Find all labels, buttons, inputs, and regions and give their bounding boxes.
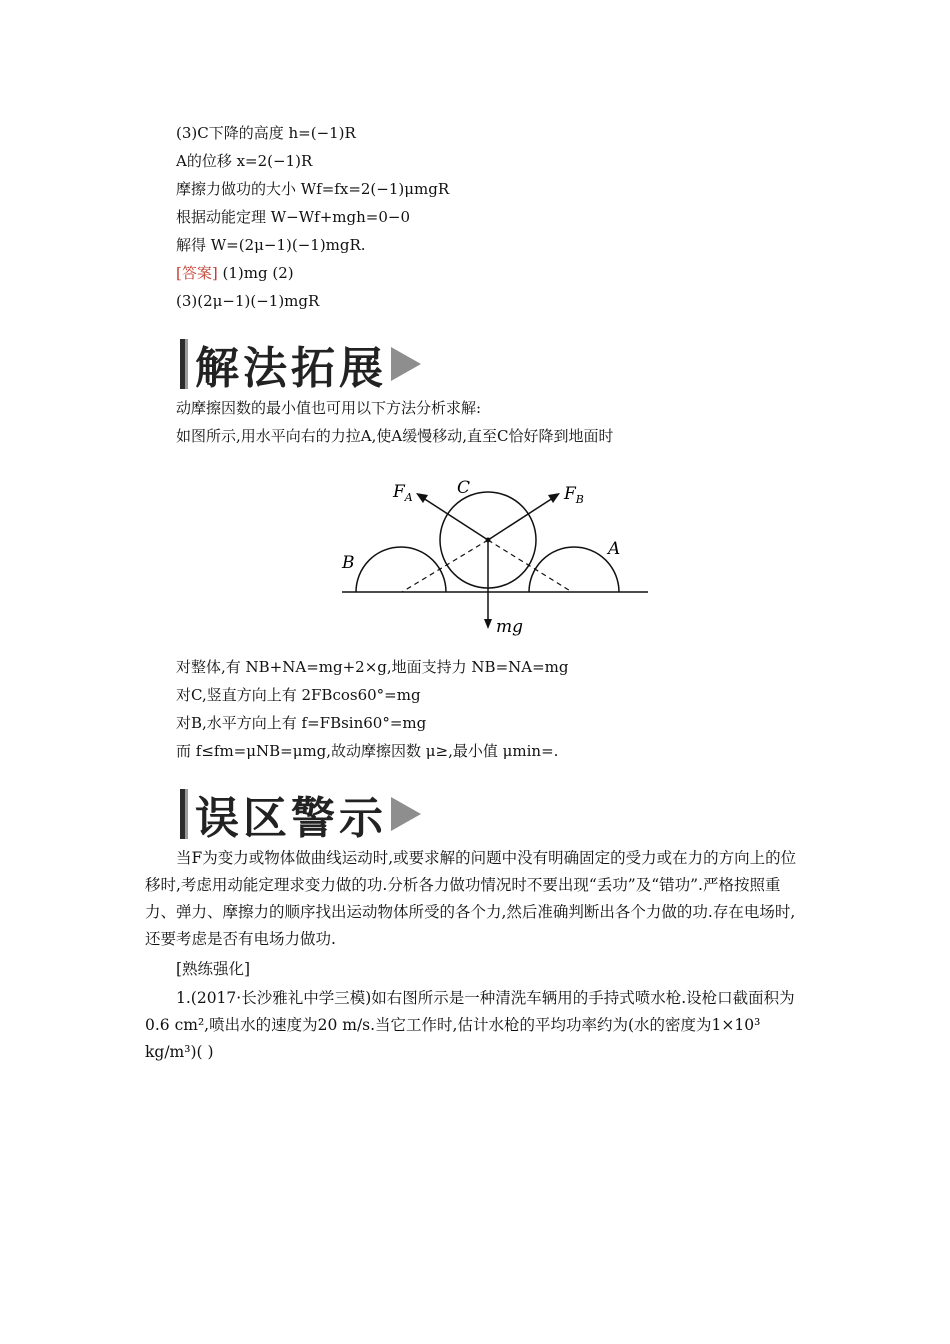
circle-a [529,547,619,592]
section-heading-2 [180,788,421,844]
arrowhead-fa [416,493,428,503]
solution-line: 摩擦力做功的大小 Wf=fx=2(−1)μmgR [176,180,450,198]
analysis-line: 对整体,有 NB+NA=mg+2×g,地面支持力 NB=NA=mg [176,658,569,676]
solution-line: 根据动能定理 W−Wf+mgh=0−0 [176,208,411,226]
force-arrow-fa [420,496,488,540]
arrowhead-fb [548,493,560,503]
practice-label: [熟练强化] [176,960,251,978]
force-diagram [330,470,660,640]
solution-line: (3)C下降的高度 h=(−1)R [176,124,356,142]
arrow-icon [391,347,421,381]
label-b: B [342,553,355,573]
warning-paragraph: 当F为变力或物体做曲线运动时,或要求解的问题中没有明确固定的受力或在力的方向上的位移时,考虑用动能定理求变力做的功.分析各力做功情况时不要出现“丢功”及“错功”.严格按照重力、弹力、摩擦力的顺序找出运动物体所受的各个力,然后准确判断出各个力做的功.存在电场时,还要考虑是否有电场力做功. [145,849,797,948]
label-a: A [608,539,621,559]
arrow-icon [391,797,421,831]
answer-tag: [答案] [176,264,218,282]
heading-title: 误区警示 [195,793,387,844]
label-mg: mg [496,617,524,637]
practice-question: 1.(2017·长沙雅礼中学三模)如右图所示是一种清洗车辆用的手持式喷水枪.设枪口截面积为0.6 cm²,喷出水的速度为20 m/s.当它工作时,估计水枪的平均功率约为(水的密度为1×10³ kg/m³)( ) [145,989,795,1061]
label-fb: $F_B$ [564,484,584,506]
analysis-line: 对B,水平方向上有 f=FBsin60°=mg [176,714,427,732]
intro-line: 如图所示,用水平向右的力拉A,使A缓慢移动,直至C恰好降到地面时 [176,427,614,445]
label-c: C [457,478,471,498]
heading-title: 解法拓展 [195,343,387,394]
solution-line: 解得 W=(2μ−1)(−1)mgR. [176,236,366,254]
circle-b [356,547,446,592]
section-heading-1 [180,338,421,394]
analysis-line: 而 f≤fm=μNB=μmg,故动摩擦因数 μ≥,最小值 μmin=. [176,742,559,760]
answer-line [176,263,294,283]
label-fa: $F_A$ [393,482,413,504]
heading-bar [180,339,185,389]
arrowhead-mg [484,619,492,629]
force-arrow-fb [488,496,556,540]
intro-line: 动摩擦因数的最小值也可用以下方法分析求解: [176,399,482,417]
analysis-line: 对C,竖直方向上有 2FBcos60°=mg [176,686,421,704]
heading-bar [180,789,185,839]
solution-line: A的位移 x=2(−1)R [176,152,313,170]
answer-line-2: (3)(2μ−1)(−1)mgR [176,292,320,310]
answer-text: (1)mg (2) [222,264,294,282]
